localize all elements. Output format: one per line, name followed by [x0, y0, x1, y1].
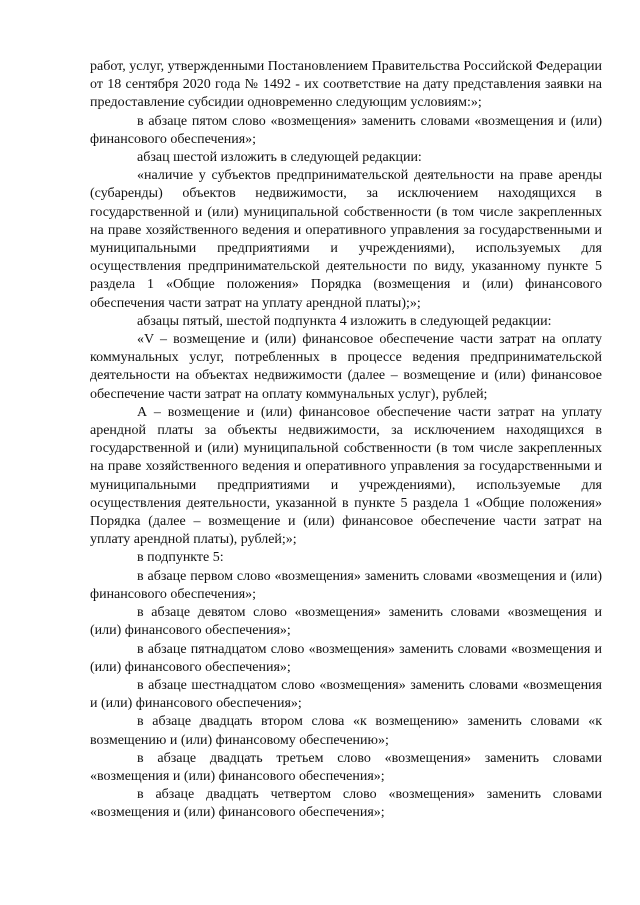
paragraph: в абзаце шестнадцатом слово «возмещения» заменить словами «возмещения и (или) финансового обеспечения»;: [90, 677, 602, 712]
paragraph: в абзаце двадцать втором слова «к возмещению» заменить словами «к возмещению и (или) финансовому обеспечению»;: [90, 714, 602, 748]
paragraph: «наличие у субъектов предпринимательской деятельности на праве аренды (субаренды) объектов недвижимости, за исключением находящихся в государственной и (или) муниципальной собственности (в том числе закрепленных на праве хозяйственного ведения и оперативного управления за государственными и муниципальными предприятиями и учреждениями), используемых для осуществления предпринимательской деятельности по виду, указанному пункте 5 раздела 1 «Общие положения» Порядка (возмещения и (или) финансового обеспечения части затрат на уплату арендной платы);»;: [90, 168, 602, 311]
paragraph: в абзаце двадцать третьем слово «возмещения» заменить словами «возмещения и (или) финансового обеспечения»;: [90, 750, 602, 784]
paragraph: А – возмещение и (или) финансовое обеспечение части затрат на уплату арендной платы за объекты недвижимости, за исключением находящихся в государственной и (или) муниципальной собственности (в том числе закрепленных на праве хозяйственного ведения и оперативного управления за государственными и муниципальными предприятиями и учреждениями), используемые для осуществления деятельности, указанной в пункте 5 раздела 1 «Общие положения» Порядка (далее – возмещение и (или) финансовое обеспечение части затрат на уплату арендной платы), рублей;»;: [90, 404, 602, 548]
paragraph: в абзаце пятом слово «возмещения» заменить словами «возмещения и (или) финансового обеспечения»;: [90, 113, 602, 147]
document-page: [90, 58, 602, 823]
paragraph: в подпункте 5:: [137, 550, 224, 566]
paragraph: «V – возмещение и (или) финансовое обеспечение части затрат на оплату коммунальных услуг, потребленных в процессе ведения предпринимательской деятельности на объектах недвижимости (далее – возмещение и (или) финансовое обеспечение части затрат на оплату коммунальных услуг), рублей;: [90, 332, 602, 402]
paragraph: абзац шестой изложить в следующей редакции:: [137, 150, 422, 166]
paragraph: в абзаце девятом слово «возмещения» заменить словами «возмещения и (или) финансового обеспечения»;: [90, 605, 602, 639]
paragraph: в абзаце пятнадцатом слово «возмещения» заменить словами «возмещения и (или) финансового обеспечения»;: [90, 641, 602, 675]
paragraph: в абзаце первом слово «возмещения» заменить словами «возмещения и (или) финансового обеспечения»;: [90, 568, 602, 602]
paragraph: абзацы пятый, шестой подпункта 4 изложить в следующей редакции:: [137, 313, 552, 329]
paragraph-continuation: работ, услуг, утвержденными Постановлением Правительства Российской Федерации от 18 сентября 2020 года № 1492 - их соответствие на дату представления заявки на предоставление субсидии одновременно следующим условиям:»;: [90, 59, 602, 111]
paragraph: в абзаце двадцать четвертом слово «возмещения» заменить словами «возмещения и (или) финансового обеспечения»;: [90, 787, 602, 821]
